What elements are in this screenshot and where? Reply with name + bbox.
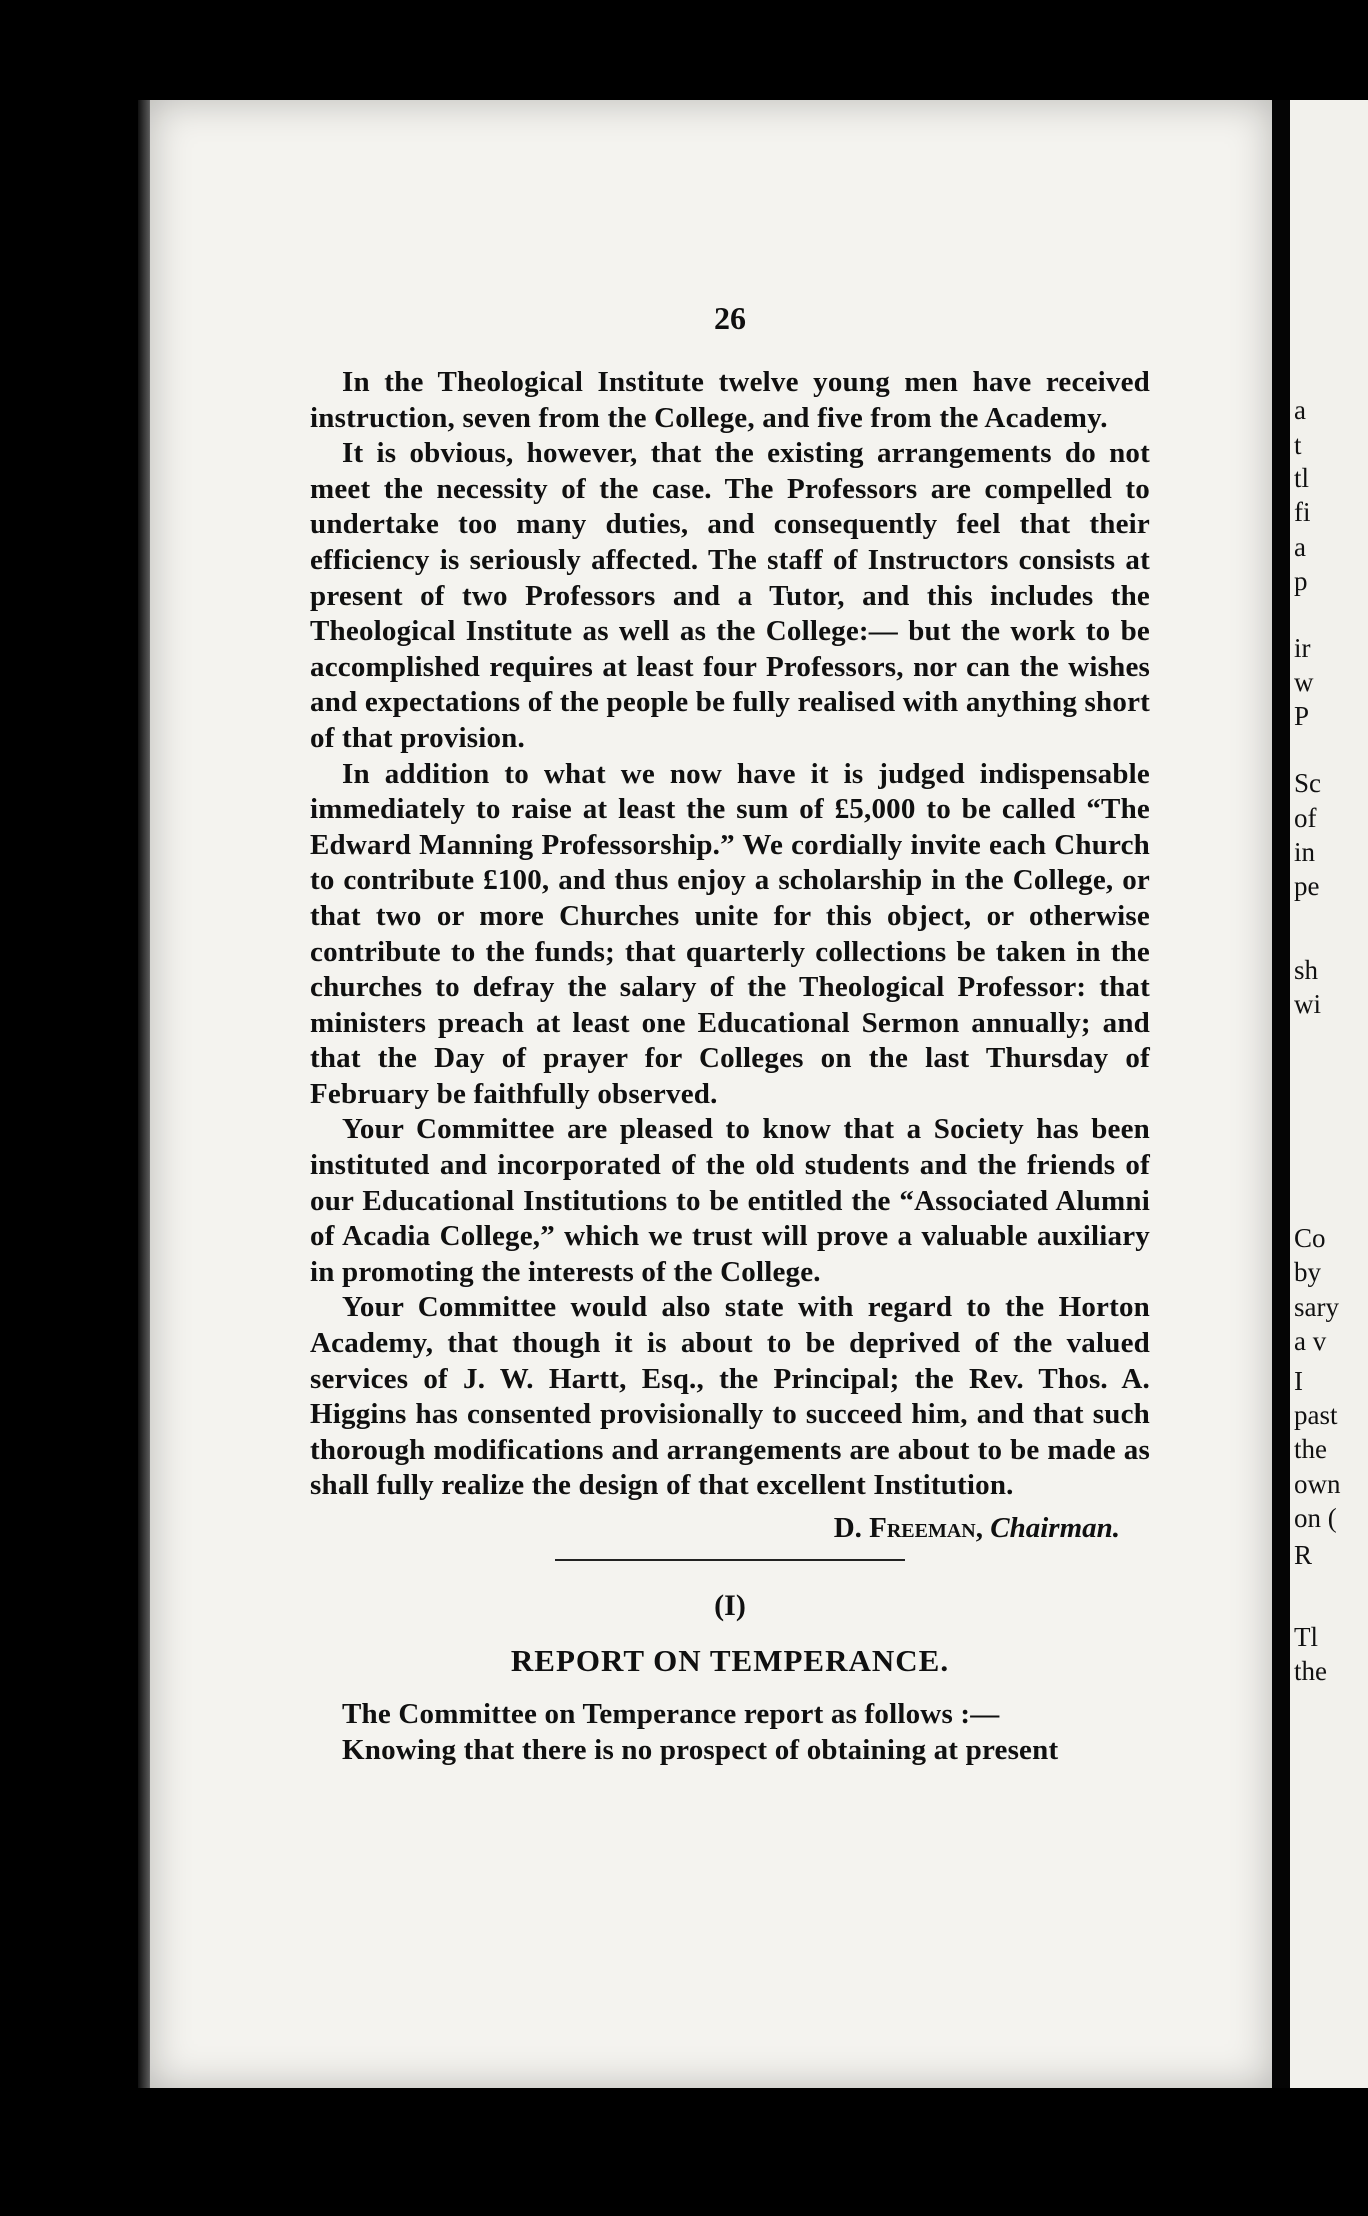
adjacent-text: past — [1294, 1400, 1338, 1430]
section-paragraph: The Committee on Temperance report as follows :— — [342, 1698, 1000, 1730]
paragraph: It is obvious, however, that the existing arrangements do not meet the necessity of the case. The Professors are compelled to undertake too many duties, and consequently feel that their efficiency is seriously affected. The staff of Instructors consists at present of two Professors and a Tutor, and this includes the Theological Institute as well as the College:— but the work to be accomplished requires at least four Professors, nor can the wishes and expectations of the people be fully realised with anything short of that provision. — [310, 437, 1150, 754]
adjacent-text: own — [1294, 1469, 1341, 1499]
adjacent-text: ir — [1294, 633, 1311, 663]
adjacent-text: pe — [1294, 871, 1320, 901]
adjacent-text: a v — [1294, 1326, 1327, 1356]
adjacent-text: Co — [1294, 1223, 1326, 1253]
page-content — [310, 300, 1150, 1768]
signature-line — [310, 1512, 1120, 1545]
signatory-name: D. Freeman, — [833, 1512, 983, 1544]
paragraph: Your Committee would also state with regard to the Horton Academy, that though it is about to be deprived of the valued services of J. W. Hartt, Esq., the Principal; the Rev. Thos. A. Higgins has consented provisionally to succeed him, and that such thorough modifications and arrangements are about to be made as shall fully realize the design of that excellent Institution. — [310, 1291, 1150, 1502]
section-marker: (I) — [714, 1589, 746, 1622]
paragraph: Your Committee are pleased to know that a Society has been instituted and incorporated of the old students and the friends of our Educational Institutions to be entitled the “Associated Alumni of Acadia College,” which we trust will prove a valuable auxiliary in promoting the interests of the College. — [310, 1113, 1150, 1288]
book-gutter — [1272, 100, 1290, 2088]
adjacent-text: fi — [1294, 497, 1311, 527]
section-paragraph: Knowing that there is no prospect of obtaining at present — [342, 1733, 1059, 1766]
paragraph: In addition to what we now have it is judged indispensable immediately to raise at least the sum of £5,000 to be called “The Edward Manning Professorship.” We cordially invite each Church to contribute £100, and thus enjoy a scholarship in the College, or that two or more Churches unite for this object, or otherwise contribute to the funds; that quarterly collections be taken in the churches to defray the salary of the Theological Professor: that ministers preach at least one Educational Sermon annually; and that the Day of prayer for Colleges on the last Thursday of February be faithfully observed. — [310, 757, 1150, 1110]
adjacent-text: w — [1294, 667, 1314, 697]
adjacent-text: a — [1294, 395, 1306, 425]
adjacent-text: tl — [1294, 463, 1310, 493]
adjacent-text: in — [1294, 837, 1316, 867]
adjacent-text: the — [1294, 1434, 1327, 1464]
section-divider — [555, 1559, 905, 1561]
adjacent-text: Tl — [1294, 1622, 1318, 1652]
adjacent-text: a — [1294, 532, 1306, 562]
adjacent-text: p — [1294, 566, 1308, 596]
adjacent-text: t — [1294, 430, 1302, 460]
page-number: 26 — [714, 300, 746, 336]
adjacent-text: on ( — [1294, 1503, 1337, 1533]
adjacent-text: wi — [1294, 989, 1321, 1019]
adjacent-text: sary — [1294, 1292, 1339, 1322]
paragraph: In the Theological Institute twelve young men have received instruction, seven from the College, and five from the Academy. — [310, 366, 1150, 434]
adjacent-page-fragment — [1290, 100, 1368, 2088]
adjacent-text: the — [1294, 1656, 1327, 1686]
signatory-role: Chairman. — [990, 1512, 1120, 1544]
adjacent-text: I — [1294, 1366, 1303, 1396]
adjacent-text: P — [1294, 701, 1310, 731]
adjacent-text: of — [1294, 803, 1317, 833]
adjacent-text: Sc — [1294, 768, 1321, 798]
adjacent-text: by — [1294, 1257, 1321, 1287]
adjacent-text: sh — [1294, 955, 1319, 985]
adjacent-text: R — [1294, 1540, 1313, 1570]
section-heading: REPORT ON TEMPERANCE. — [510, 1643, 950, 1678]
